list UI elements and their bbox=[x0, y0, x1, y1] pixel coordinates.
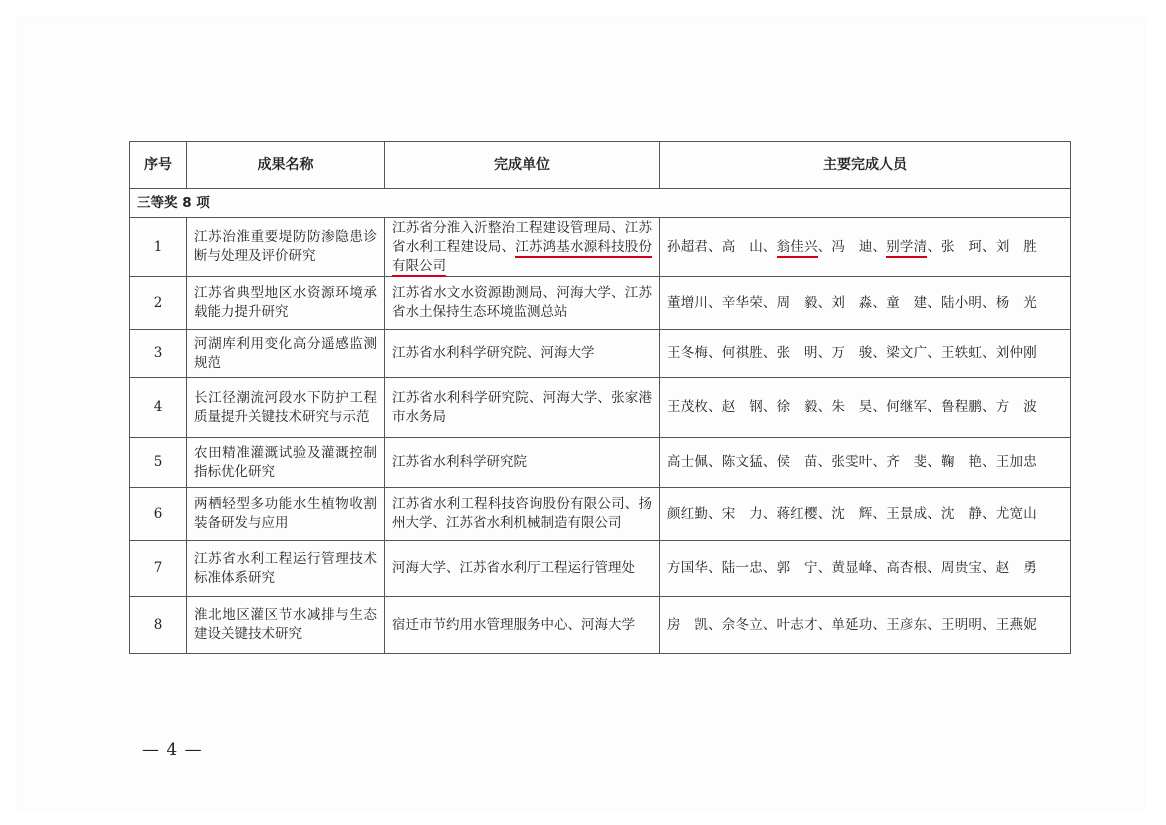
row-number: 2 bbox=[130, 277, 187, 330]
main-persons: 王冬梅、何祺胜、张 明、万 骏、梁文广、王轶虹、刘仲刚 bbox=[660, 330, 1071, 378]
section-row bbox=[130, 189, 1071, 218]
completing-unit bbox=[385, 218, 660, 277]
achievement-name: 农田精准灌溉试验及灌溉控制指标优化研究 bbox=[187, 438, 385, 488]
achievement-name: 江苏省典型地区水资源环境承载能力提升研究 bbox=[187, 277, 385, 330]
main-persons: 颜红勤、宋 力、蒋红樱、沈 辉、王景成、沈 静、尤宽山 bbox=[660, 488, 1071, 541]
header-people: 主要完成人员 bbox=[660, 142, 1071, 189]
row-number: 6 bbox=[130, 488, 187, 541]
main-persons: 王茂枚、赵 钢、徐 毅、朱 昊、何继军、鲁程鹏、方 波 bbox=[660, 378, 1071, 438]
completing-unit: 江苏省水文水资源勘测局、河海大学、江苏省水土保持生态环境监测总站 bbox=[385, 277, 660, 330]
row-number: 4 bbox=[130, 378, 187, 438]
table-row bbox=[130, 218, 1071, 277]
unit-text: 江苏省分淮入沂整治工程建设管理局、江苏省水利工程建设局、 bbox=[392, 219, 652, 255]
completing-unit: 江苏省水利科学研究院、河海大学、张家港市水务局 bbox=[385, 378, 660, 438]
header-name: 成果名称 bbox=[187, 142, 385, 189]
achievement-name: 两栖轻型多功能水生植物收割装备研发与应用 bbox=[187, 488, 385, 541]
achievement-name: 江苏省水利工程运行管理技术标准体系研究 bbox=[187, 541, 385, 597]
completing-unit: 江苏省水利科学研究院 bbox=[385, 438, 660, 488]
row-number: 1 bbox=[130, 218, 187, 277]
main-persons: 方国华、陆一忠、郭 宁、黄显峰、高杏根、周贵宝、赵 勇 bbox=[660, 541, 1071, 597]
award-table bbox=[129, 141, 1071, 654]
completing-unit: 江苏省水利工程科技咨询股份有限公司、扬州大学、江苏省水利机械制造有限公司 bbox=[385, 488, 660, 541]
row-number: 5 bbox=[130, 438, 187, 488]
table-row bbox=[130, 438, 1071, 488]
section-title: 三等奖 8 项 bbox=[130, 189, 1071, 218]
achievement-name: 长江径潮流河段水下防护工程质量提升关键技术研究与示范 bbox=[187, 378, 385, 438]
completing-unit: 江苏省水利科学研究院、河海大学 bbox=[385, 330, 660, 378]
underlined-unit: 江苏鸿基水源科技股份有限公司 bbox=[392, 239, 652, 277]
table-row bbox=[130, 378, 1071, 438]
table-row bbox=[130, 330, 1071, 378]
persons-text: 、张 珂、刘 胜 bbox=[927, 238, 1037, 255]
persons-text: 孙超君、高 山、 bbox=[667, 238, 777, 255]
page-number: — 4 — bbox=[142, 740, 203, 760]
main-persons bbox=[660, 218, 1071, 277]
main-persons: 房 凯、佘冬立、叶志才、单延功、王彦东、王明明、王燕妮 bbox=[660, 597, 1071, 654]
achievement-name: 江苏治淮重要堤防防渗隐患诊断与处理及评价研究 bbox=[187, 218, 385, 277]
persons-text: 、冯 迪、 bbox=[817, 238, 887, 255]
underlined-person: 翁佳兴 bbox=[777, 239, 818, 258]
achievement-name: 淮北地区灌区节水减排与生态建设关键技术研究 bbox=[187, 597, 385, 654]
main-persons: 董增川、辛华荣、周 毅、刘 淼、童 建、陆小明、杨 光 bbox=[660, 277, 1071, 330]
row-number: 3 bbox=[130, 330, 187, 378]
completing-unit: 河海大学、江苏省水利厅工程运行管理处 bbox=[385, 541, 660, 597]
header-org: 完成单位 bbox=[385, 142, 660, 189]
row-number: 8 bbox=[130, 597, 187, 654]
main-persons: 高士佩、陈文猛、侯 苗、张雯叶、齐 斐、鞠 艳、王加忠 bbox=[660, 438, 1071, 488]
completing-unit: 宿迁市节约用水管理服务中心、河海大学 bbox=[385, 597, 660, 654]
header-no: 序号 bbox=[130, 142, 187, 189]
achievement-name: 河湖库利用变化高分遥感监测规范 bbox=[187, 330, 385, 378]
table-row bbox=[130, 277, 1071, 330]
underlined-person: 别学清 bbox=[886, 239, 927, 258]
table-row bbox=[130, 488, 1071, 541]
table-row bbox=[130, 597, 1071, 654]
table-row bbox=[130, 541, 1071, 597]
row-number: 7 bbox=[130, 541, 187, 597]
table-header-row bbox=[130, 142, 1071, 189]
